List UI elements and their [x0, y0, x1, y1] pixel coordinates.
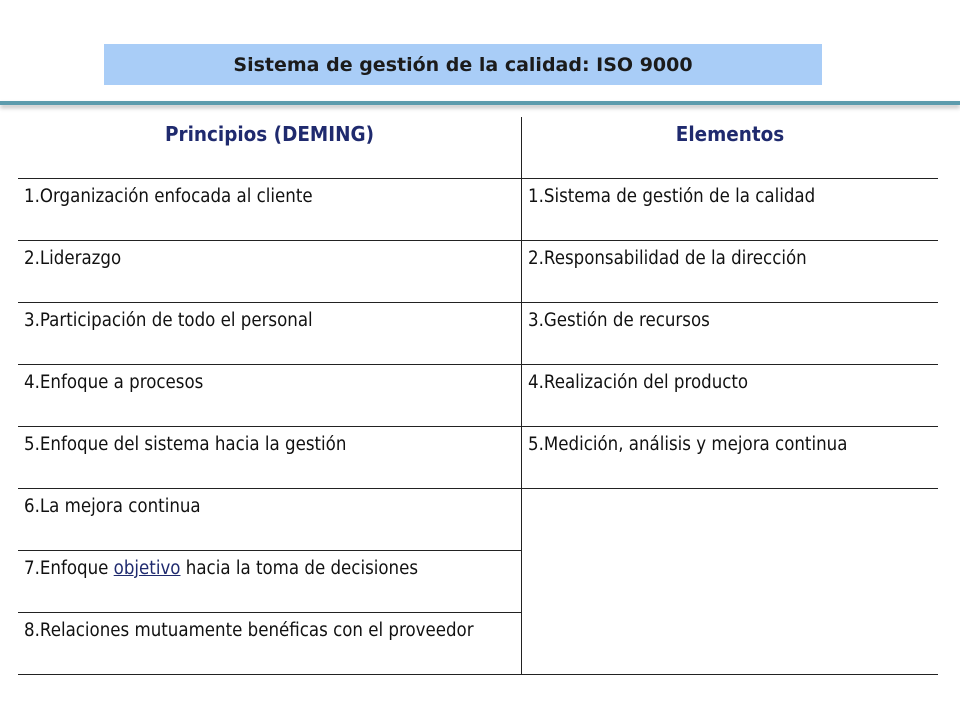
row-line — [18, 612, 521, 613]
objetivo-link[interactable]: objetivo — [113, 558, 181, 579]
principio-3: 3.Participación de todo el personal — [24, 310, 313, 331]
row-line — [18, 488, 938, 489]
header-elementos: Elementos — [675, 122, 785, 146]
principio-4: 4.Enfoque a procesos — [24, 372, 204, 393]
principio-7-prefix: 7.Enfoque — [24, 558, 114, 579]
row-line — [18, 550, 521, 551]
principio-2: 2.Liderazgo — [24, 248, 122, 269]
principio-7-suffix: hacia la toma de decisiones — [180, 558, 419, 579]
elemento-2: 2.Responsabilidad de la dirección — [528, 248, 807, 269]
elemento-3: 3.Gestión de recursos — [528, 310, 710, 331]
row-line — [18, 178, 938, 179]
principio-8: 8.Relaciones mutuamente benéficas con el proveedor — [24, 620, 474, 641]
principio-5: 5.Enfoque del sistema hacia la gestión — [24, 434, 347, 455]
elemento-1: 1.Sistema de gestión de la calidad — [528, 186, 816, 207]
elemento-4: 4.Realización del producto — [528, 372, 749, 393]
principio-6: 6.La mejora continua — [24, 496, 201, 517]
row-line — [18, 426, 938, 427]
row-line — [18, 302, 938, 303]
row-line — [18, 674, 938, 675]
principles-elements-table — [18, 117, 938, 677]
principio-7 — [24, 559, 418, 579]
slide-title: Sistema de gestión de la calidad: ISO 9000 — [104, 44, 822, 85]
title-divider — [0, 101, 960, 105]
column-divider — [521, 117, 522, 675]
header-principios: Principios (DEMING) — [165, 122, 374, 146]
row-line — [18, 364, 938, 365]
row-line — [18, 240, 938, 241]
elemento-5: 5.Medición, análisis y mejora continua — [528, 434, 848, 455]
principio-1: 1.Organización enfocada al cliente — [24, 186, 313, 207]
